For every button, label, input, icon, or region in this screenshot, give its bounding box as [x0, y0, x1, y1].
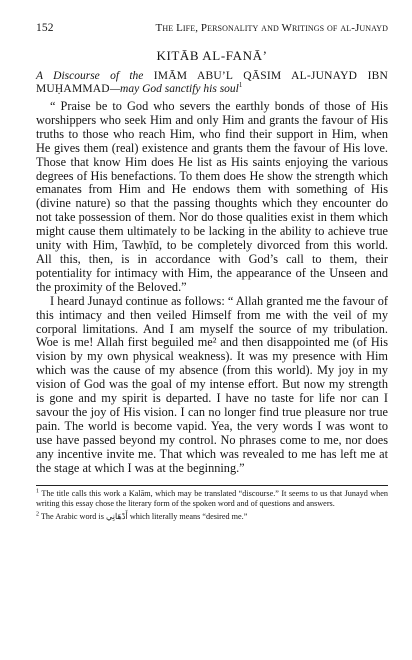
discourse-intro: A Discourse of the — [36, 70, 144, 82]
author-name: IMĀM ABU’L QĀSIM AL-JUNAYD IBN MUḤAMMAD — [36, 70, 389, 95]
discourse-heading — [36, 70, 388, 96]
chapter-title: KITĀB AL-FANĀ’ — [156, 48, 268, 63]
paragraph-1: “ Praise be to God who severs the earthly bonds of those of His worshippers who seek Him and only Him and grants the favour of His truths to those who reach Him, who find their support in Him, when He gives them (real) existence and grants them the favour of His love. Those that know Him does He list as His saints enjoying the various degrees of His benefactions. To them does He show the strength which emanates from Him and He endows them with something of His (divine nature) so that the passing thoughts which they encounter do not take possession of them. Nor do those qualities exist in them which might cause them ultimately to be lacking in the ability to achieve true unity with Him, Tawḥīd, to be completely divorced from this world. All this, then, is in accordance with God’s call to them, their potentiality for intimacy with Him, the appearance of the Unseen and the proximity of the Beloved.” — [36, 99, 388, 294]
footnote-1-mark: 1 — [36, 488, 39, 495]
footnote-1-text: The title calls this work a Kalām, which may be translated “discourse.” It seems to us that Junayd when writing this essay chose the literary form of the spoken word and of questions and answers. — [36, 489, 388, 509]
footnote-1 — [36, 489, 388, 509]
running-head-title: The Life, Personality and Writings of al-Junayd — [155, 22, 388, 34]
running-head — [36, 22, 388, 34]
footnote-2-text: The Arabic word is أَدْهَانِي which literally means “desired me.” — [40, 512, 248, 522]
discourse-blessing: —may God sanctify his soul — [109, 83, 239, 95]
footnote-ref: 1 — [238, 81, 243, 90]
page-number: 152 — [36, 22, 54, 34]
book-page — [36, 22, 388, 522]
footnote-2 — [36, 512, 388, 522]
paragraph-2: I heard Junayd continue as follows: “ Allah granted me the favour of this intimacy and then veiled Himself from me with the veil of my corporal limitations. And I am myself the source of my tribulation. Woe is me! Allah first beguiled me² and then disappointed me (of His vision by my own physical weakness). It was my presence with Him which was the cause of my absence (from this world). My joy in my vision of God was the goal of my intense effort. But now my strength is gone and my spirit is departed. I have no taste for life nor can I savour the joy of His vision. I can no longer find true pleasure nor true pain. The world is become vapid. Yea, the very words I was wont to use have passed beyond my control. No phrases come to me, nor does any incentive invite me. That which was revealed to me has left me at the stage at which I was at the beginning.” — [36, 293, 388, 475]
footnote-2-mark: 2 — [36, 511, 39, 518]
footnote-divider — [36, 485, 388, 486]
